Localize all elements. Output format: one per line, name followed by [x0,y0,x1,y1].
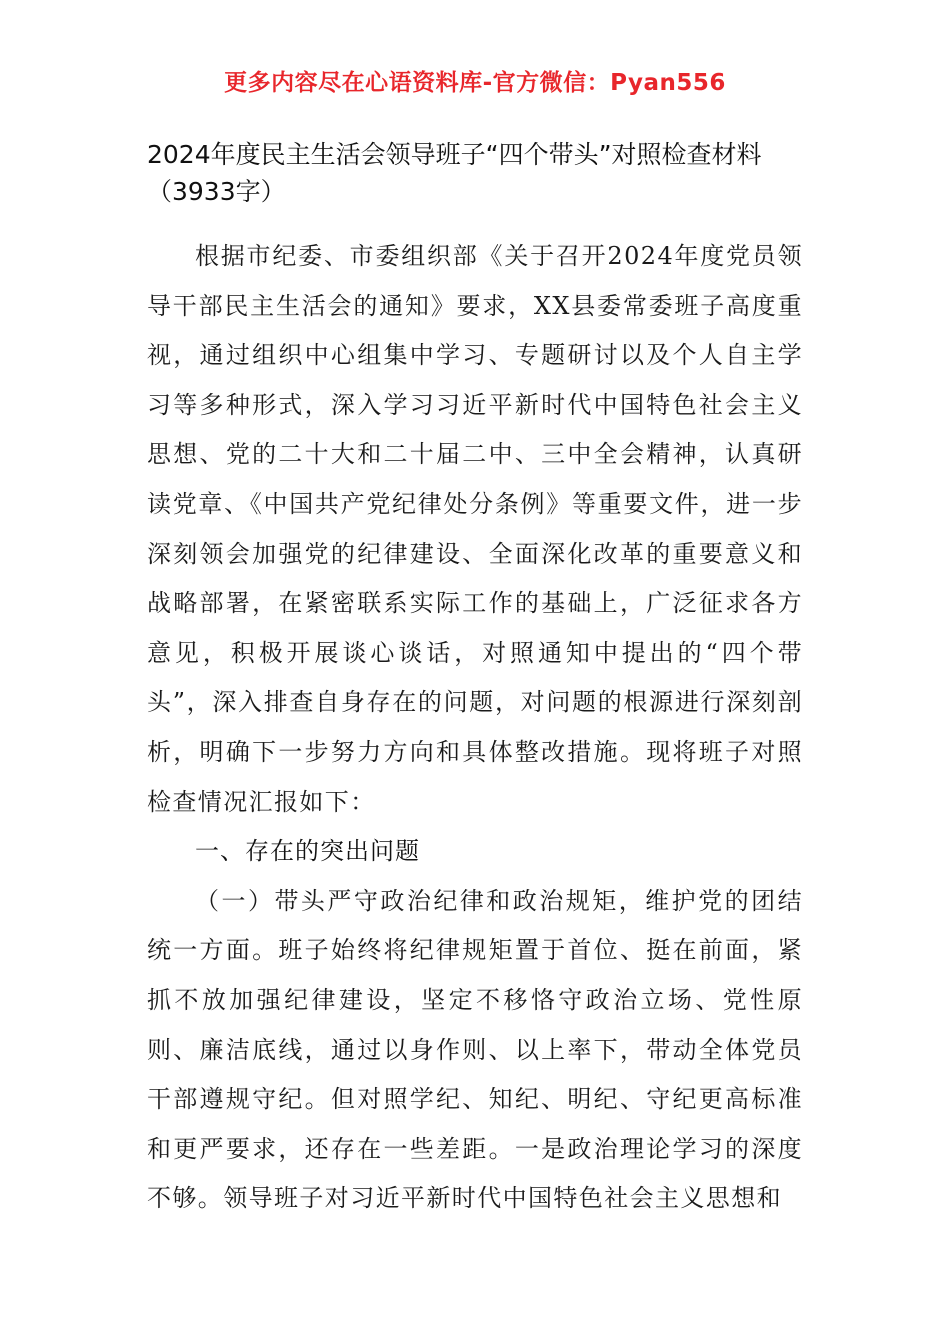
title-line-2: （3933字） [147,177,286,206]
document-body [147,232,803,1224]
intro-paragraph: 根据市纪委、市委组织部《关于召开2024年度党员领导干部民主生活会的通知》要求，XX县委常委班子高度重视，通过组织中心组集中学习、专题研讨以及个人自主学习等多种形式，深入学习习近平新时代中国特色社会主义思想、党的二十大和二十届二中、三中全会精神，认真研读党章、《中国共产党纪律处分条例》等重要文件，进一步深刻领会加强党的纪律建设、全面深化改革的重要意义和战略部署，在紧密联系实际工作的基础上，广泛征求各方意见，积极开展谈心谈话，对照通知中提出的“四个带头”，深入排查自身存在的问题，对问题的根源进行深刻剖析，明确下一步努力方向和具体整改措施。现将班子对照检查情况汇报如下： [147,242,803,816]
title-line-1: 2024年度民主生活会领导班子“四个带头”对照检查材料 [147,140,762,169]
promo-banner: 更多内容尽在心语资料库-官方微信：Pyan556 [224,70,726,96]
document-title [147,136,827,210]
section-heading: 一、存在的突出问题 [195,837,420,866]
section-paragraph: （一）带头严守政治纪律和政治规矩，维护党的团结统一方面。班子始终将纪律规矩置于首位、挺在前面，紧抓不放加强纪律建设，坚定不移恪守政治立场、党性原则、廉洁底线，通过以身作则、以上率下，带动全体党员干部遵规守纪。但对照学纪、知纪、明纪、守纪更高标准和更严要求，还存在一些差距。一是政治理论学习的深度不够。领导班子对习近平新时代中国特色社会主义思想和 [147,886,803,1213]
